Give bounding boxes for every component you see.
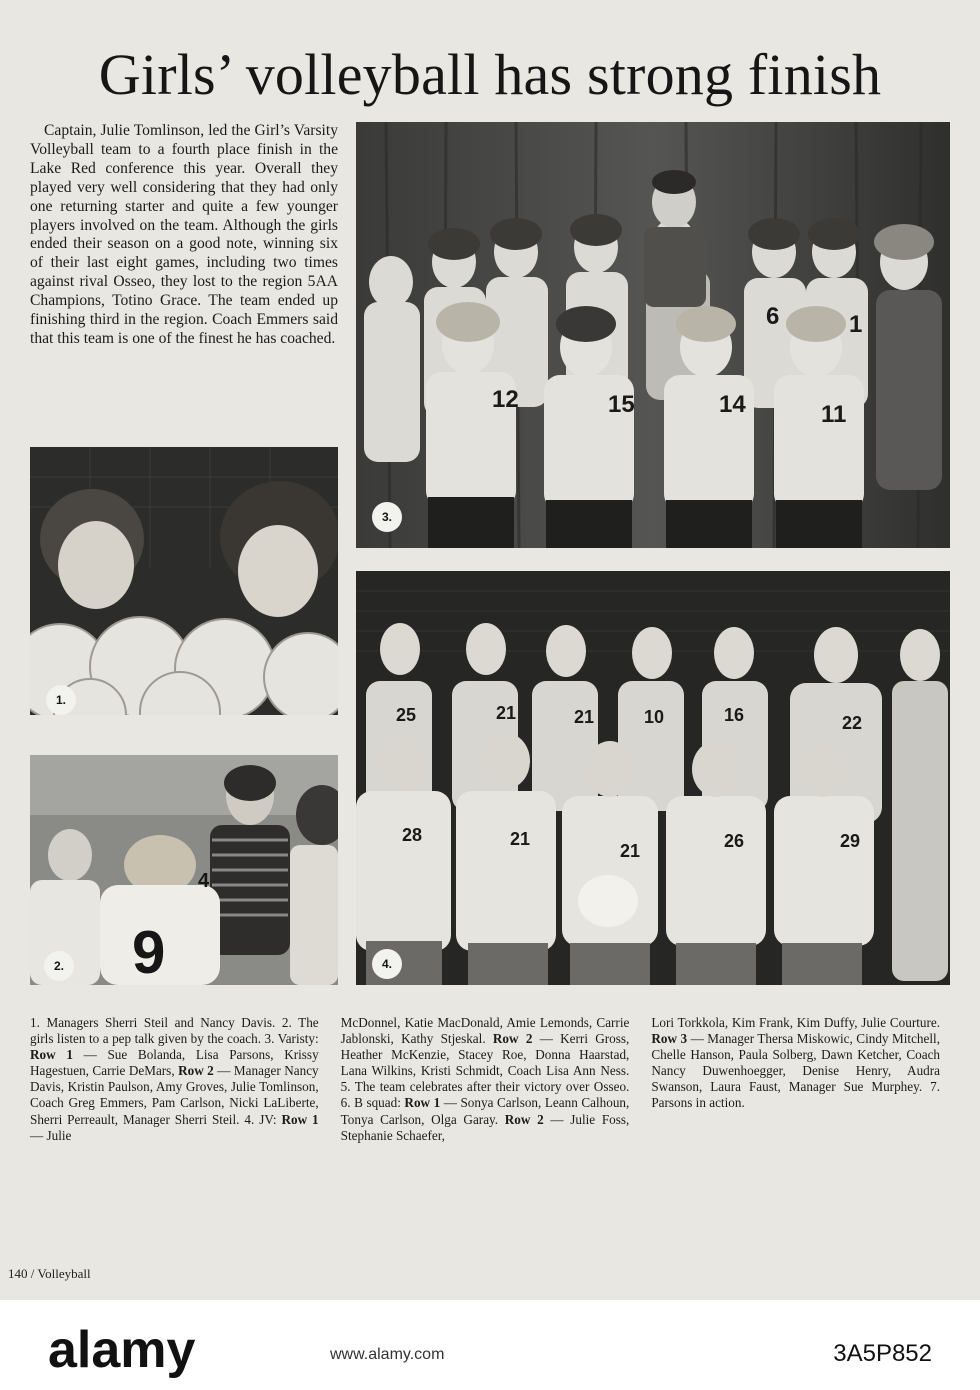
caption-text: — Julie	[30, 1127, 72, 1143]
jersey-number: 11	[821, 401, 847, 428]
caption-text: — Manager Thersa Miskowic, Cindy Mitchell, Chelle Hanson, Paula Solberg, Dawn Ketcher, Coach Nancy Duwenhoegger, Denise Henry, Audra Swanson, Laura Faust, Manager Sue Murphey. 7. Parsons in action.	[651, 1031, 941, 1111]
photo-number-badge: 4.	[372, 949, 402, 979]
photo-managers	[30, 447, 338, 715]
watermark	[0, 1312, 980, 1382]
caption-text: — Kerri Gross, Heather McKenzie, Stacey Roe, Donna Haarstad, Lana Wilkins, Kristi Schmidt, Coach Lisa Ann Ness. 5. The team celebrates after their victory over Osseo. 6. B squad:	[340, 1031, 630, 1111]
jersey-number: 15	[608, 391, 635, 418]
caption-column-2	[341, 1015, 630, 1144]
photo-varsity-team	[356, 122, 950, 548]
watermark-logo: alamy	[48, 1321, 196, 1379]
jersey-number: 21	[510, 829, 531, 849]
jersey-number: 1	[849, 311, 863, 338]
jersey-number: 14	[719, 391, 746, 418]
jersey-number: 21	[496, 703, 517, 723]
jersey-number: 28	[402, 825, 423, 845]
jersey-number: 12	[492, 386, 519, 413]
jersey-number: 16	[724, 705, 745, 725]
pep-talk-image	[30, 755, 338, 985]
caption-row-label: Row 1	[30, 1047, 73, 1063]
watermark-url[interactable]: www.alamy.com	[330, 1346, 445, 1363]
watermark-image-id: 3A5P852	[833, 1340, 932, 1367]
photo-number-badge: 1.	[46, 685, 76, 715]
caption-column-1	[30, 1015, 319, 1144]
varsity-team-image	[356, 122, 950, 548]
photo-pep-talk	[30, 755, 338, 985]
caption-text: 1. Managers Sherri Steil and Nancy Davis. 2. The girls listen to a pep talk given by the coach. 3. Varisty:	[30, 1015, 319, 1047]
caption-text: — Sonya Carlson, Leann Calhoun, Tonya Carlson, Olga Garay.	[340, 1095, 630, 1127]
photo-jv-team	[356, 571, 950, 985]
caption-column-3	[651, 1015, 940, 1144]
managers-image	[30, 447, 338, 715]
caption-text: — Sue Bolanda, Lisa Parsons, Krissy Hagestuen, Carrie DeMars,	[30, 1047, 319, 1079]
caption-row-label: Row 2	[504, 1111, 544, 1127]
jersey-number: 21	[620, 841, 641, 861]
caption-text: McDonnel, Katie MacDonald, Amie Lemonds, Carrie Jablonski, Kathy Stjeskal.	[340, 1015, 630, 1047]
jersey-number: 6	[766, 303, 780, 330]
caption-row-label: Row 2	[178, 1063, 214, 1079]
page-title: Girls’ volleyball has strong finish	[98, 42, 882, 107]
photo-captions	[30, 1015, 940, 1144]
watermark-bar	[0, 1300, 980, 1390]
page-folio: 140 / Volleyball	[8, 1266, 91, 1281]
jersey-number: 26	[724, 831, 745, 851]
jersey-number: 22	[842, 713, 863, 733]
jersey-number: 10	[644, 707, 665, 727]
caption-text: — Julie Foss, Stephanie Schaefer,	[340, 1111, 630, 1143]
caption-row-label: Row 3	[651, 1031, 688, 1047]
caption-row-label: Row 2	[492, 1031, 533, 1047]
jersey-number: 25	[396, 705, 417, 725]
caption-row-label: Row 1	[281, 1111, 319, 1127]
caption-text: — Manager Nancy Davis, Kristin Paulson, Amy Groves, Julie Tomlinson, Coach Greg Emmers, Pam Carlson, Nicki LaLiberte, Sherri Perreault, Manager Sherri Steil. 4. JV:	[30, 1063, 319, 1127]
jersey-number: 29	[840, 831, 861, 851]
jersey-number: 4	[198, 870, 210, 892]
photo-number-badge: 3.	[372, 502, 402, 532]
photo-number-badge: 2.	[44, 951, 74, 981]
intro-paragraph: Captain, Julie Tomlinson, led the Girl’s Varsity Volleyball team to a fourth place finish in the Lake Red conference this year. Overall they played very well considering that they had only one returning starter and quite a few younger players involved on the team. Although the girls ended their season on a good note, winning six of their last eight games, including two times against rival Osseo, they lost to the region 5AA Champions, Totino Grace. The team ended up finishing third in the region. Coach Emmers said that this team is one of the finest he has coached.	[30, 122, 338, 347]
caption-row-label: Row 1	[404, 1095, 441, 1111]
caption-text: Lori Torkkola, Kim Frank, Kim Duffy, Julie Courture.	[651, 1015, 941, 1030]
jv-team-image	[356, 571, 950, 985]
jersey-number: 9	[132, 919, 166, 985]
jersey-number: 21	[574, 707, 595, 727]
